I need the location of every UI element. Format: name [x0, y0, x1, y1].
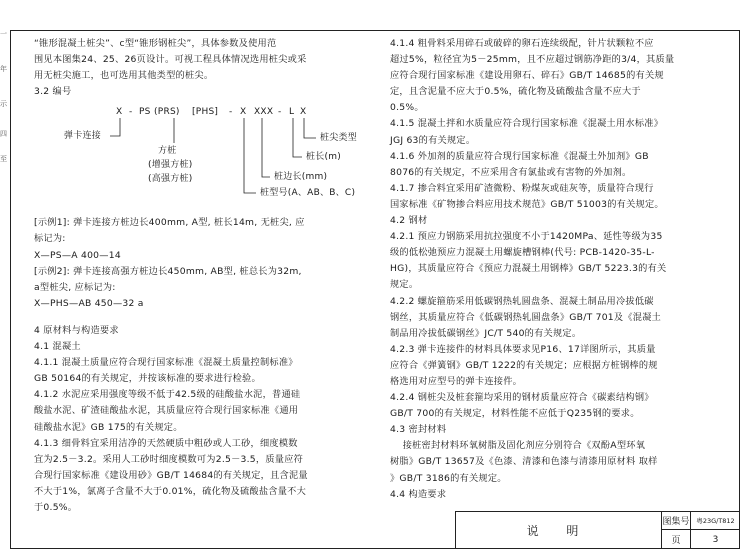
text-line: 8076的有关规定，不应采用含有氯盐或有害物的外加剂。: [390, 166, 632, 178]
text-line: 4.2.1 预应力钢筋采用抗拉强度不小于1420MPa、延性等级为35: [390, 231, 663, 243]
text-line: “锥形混凝土桩尖”、c型“锥形钢桩尖”，具体参数及使用范: [34, 38, 277, 49]
binding-mark: 至: [0, 155, 7, 163]
text-line: 》GB/T 3186的有关规定。: [390, 472, 507, 484]
text-line: 4.2.3 弹卡连接件的材料具体要求见P16、17详图所示，其质量: [390, 343, 656, 355]
text-line: GB/T 700的有关规定，材料性能不应低于Q235钢的要求。: [390, 408, 640, 420]
text-line: HG)，其质量应符合《预应力混凝土用钢棒》GB/T 5223.3的有关: [390, 263, 667, 275]
text-line: 4.1.3 细骨料宜采用洁净的天然硬质中粗砂或人工砂，细度模数: [34, 437, 298, 449]
text-line: X—PHS—AB 450—32 a: [34, 297, 144, 309]
label-pile: (增强方桩): [148, 160, 193, 171]
section-heading: 4.3 密封材料: [390, 424, 447, 436]
page-label: 页: [662, 530, 691, 549]
section-heading: 4.2 钢材: [390, 215, 428, 227]
text-line: 4.1.4 粗骨料采用碎石或破碎的卵石连续级配，针片状颗粒不应: [390, 38, 654, 49]
text-line: 4.2.4 钢桩尖及桩套箍均采用的钢材质量应符合《碳素结构钢》: [390, 392, 654, 404]
text-line: 级的低松弛预应力混凝土用螺旋槽钢棒(代号: PCB-1420-35-L-: [390, 247, 655, 259]
section-heading: 4.1 混凝土: [34, 341, 81, 353]
title-block: [455, 511, 740, 549]
code-dash: -: [229, 107, 233, 118]
label-model: 桩型号(A、AB、B、C): [260, 188, 356, 199]
code-ps: PS: [139, 107, 151, 118]
text-line: 4.1.7 掺合料宜采用矿渣微粉、粉煤灰或硅灰等，质量符合现行: [390, 182, 654, 194]
code-l: L: [289, 107, 295, 118]
text-line: 应符合《弹簧钢》GB/T 1222的有关规定；应根据方桩钢棒的规: [390, 359, 658, 371]
atlas-label: 图集号: [662, 512, 691, 530]
binding-mark: 年: [0, 65, 7, 73]
text-line: 于0.5%。: [34, 501, 78, 513]
text-line: 4.1.1 混凝土质量应符合现行国家标准《混凝土质量控制标准》: [34, 357, 298, 369]
text-line: 应符合现行国家标准《建设用卵石、碎石》GB/T 14685的有关规: [390, 70, 664, 82]
section-heading: 4.4 构造要求: [390, 488, 447, 500]
text-line: a型桩尖, 应标记为:: [34, 281, 116, 293]
numbering-diagram: [34, 103, 380, 215]
left-column: [34, 36, 380, 516]
text-line: 树脂》GB/T 13657及《色漆、清漆和色漆与清漆用原材料 取样: [390, 456, 658, 468]
text-line: 格选用对应型号的弹卡连接件。: [390, 375, 523, 387]
binding-mark: 示: [0, 100, 7, 108]
text-line: 接桩密封材料环氧树脂及固化剂应分别符合《双酚A型环氧: [390, 440, 646, 452]
right-column: [390, 36, 725, 503]
text-line: 宜为2.5－3.2。采用人工砂时细度模数可为2.5－3.5，质量应符: [34, 453, 304, 465]
label-pile: (高强方桩): [148, 174, 193, 185]
page-number: 3: [712, 534, 719, 545]
text-line: 合现行国家标准《建设用砂》GB/T 14684的有关规定，且含泥量: [34, 469, 308, 481]
text-line: 硅酸盐水泥》GB 175的有关规定。: [34, 421, 183, 433]
text-line: [示例1]: 弹卡连接方桩边长400mm, A型, 桩长14m, 无桩尖, 应: [34, 217, 305, 229]
code-prs: (PRS): [154, 107, 180, 118]
label-tip-type: 桩尖类型: [320, 133, 358, 144]
text-line: 用无桩尖施工，也可选用其他类型的桩尖。: [34, 70, 214, 82]
label-pile: 方桩: [158, 146, 177, 157]
text-line: 规定。: [390, 279, 419, 291]
text-line: 酸盐水泥、矿渣硅酸盐水泥，其质量应符合现行国家标准《通用: [34, 405, 299, 417]
text-line: JGJ 63的有关规定。: [390, 134, 476, 146]
text-line: 超过5%，粒径宜为5－25mm，且不应超过钢筋净距的3/4，其质量: [390, 54, 675, 66]
code-xxx: XXX: [254, 107, 274, 118]
text-line: [示例2]: 弹卡连接高强方桩边长450mm, AB型, 桩总长为32m,: [34, 265, 302, 277]
text-line: 标记为:: [34, 233, 66, 245]
sheet-title: 说 明: [456, 512, 662, 549]
label-connect: 弹卡连接: [64, 131, 102, 142]
text-line: GB 50164的有关规定，并按该标准的要求进行检验。: [34, 373, 261, 385]
binding-mark: 四: [0, 130, 7, 138]
text-line: 定，且含泥量不应大于0.5%，硫化物及硫酸盐含量不应大于: [390, 86, 641, 98]
code-x: X: [300, 107, 307, 118]
text-line: 不大于1%，氯离子含量不大于0.01%，硫化物及硫酸盐含量不大: [34, 485, 307, 497]
code-phs: [PHS]: [192, 107, 219, 118]
text-line: 4.1.2 水泥应采用强度等级不低于42.5级的硅酸盐水泥，普通硅: [34, 389, 301, 401]
code-x: X: [116, 107, 123, 118]
text-line: 4.1.5 混凝土拌和水质量应符合现行国家标准《混凝土用水标准》: [390, 118, 664, 130]
section-heading: 3.2 编号: [34, 86, 72, 98]
code-dash: -: [129, 107, 133, 118]
label-side: 桩边长(mm): [274, 172, 328, 183]
atlas-number: 粤23G/T812: [691, 512, 740, 530]
binding-strip: [0, 30, 10, 549]
text-line: 围见本图集24、25、26页设计。可视工程具体情况选用桩尖或采: [34, 54, 307, 66]
text-line: 国家标准《矿物掺合料应用技术规范》GB/T 51003的有关规定。: [390, 198, 664, 210]
text-line: 钢丝，其质量应符合《低碳钢热轧圆盘条》GB/T 701及《混凝土: [390, 311, 662, 323]
code-dash: -: [278, 107, 282, 118]
binding-mark: 一: [0, 30, 7, 38]
section-heading: 4 原材料与构造要求: [34, 324, 119, 336]
label-length: 桩长(m): [306, 152, 342, 163]
text-line: 制品用冷拔低碳钢丝》JC/T 540的有关规定。: [390, 327, 582, 339]
text-line: 0.5%。: [390, 102, 424, 114]
text-line: 4.2.2 螺旋箍筋采用低碳钢热轧圆盘条、混凝土制品用冷拔低碳: [390, 295, 654, 307]
text-line: 4.1.6 外加剂的质量应符合现行国家标准《混凝土外加剂》GB: [390, 150, 649, 162]
text-line: X—PS—A 400—14: [34, 249, 121, 261]
code-x: X: [240, 107, 247, 118]
